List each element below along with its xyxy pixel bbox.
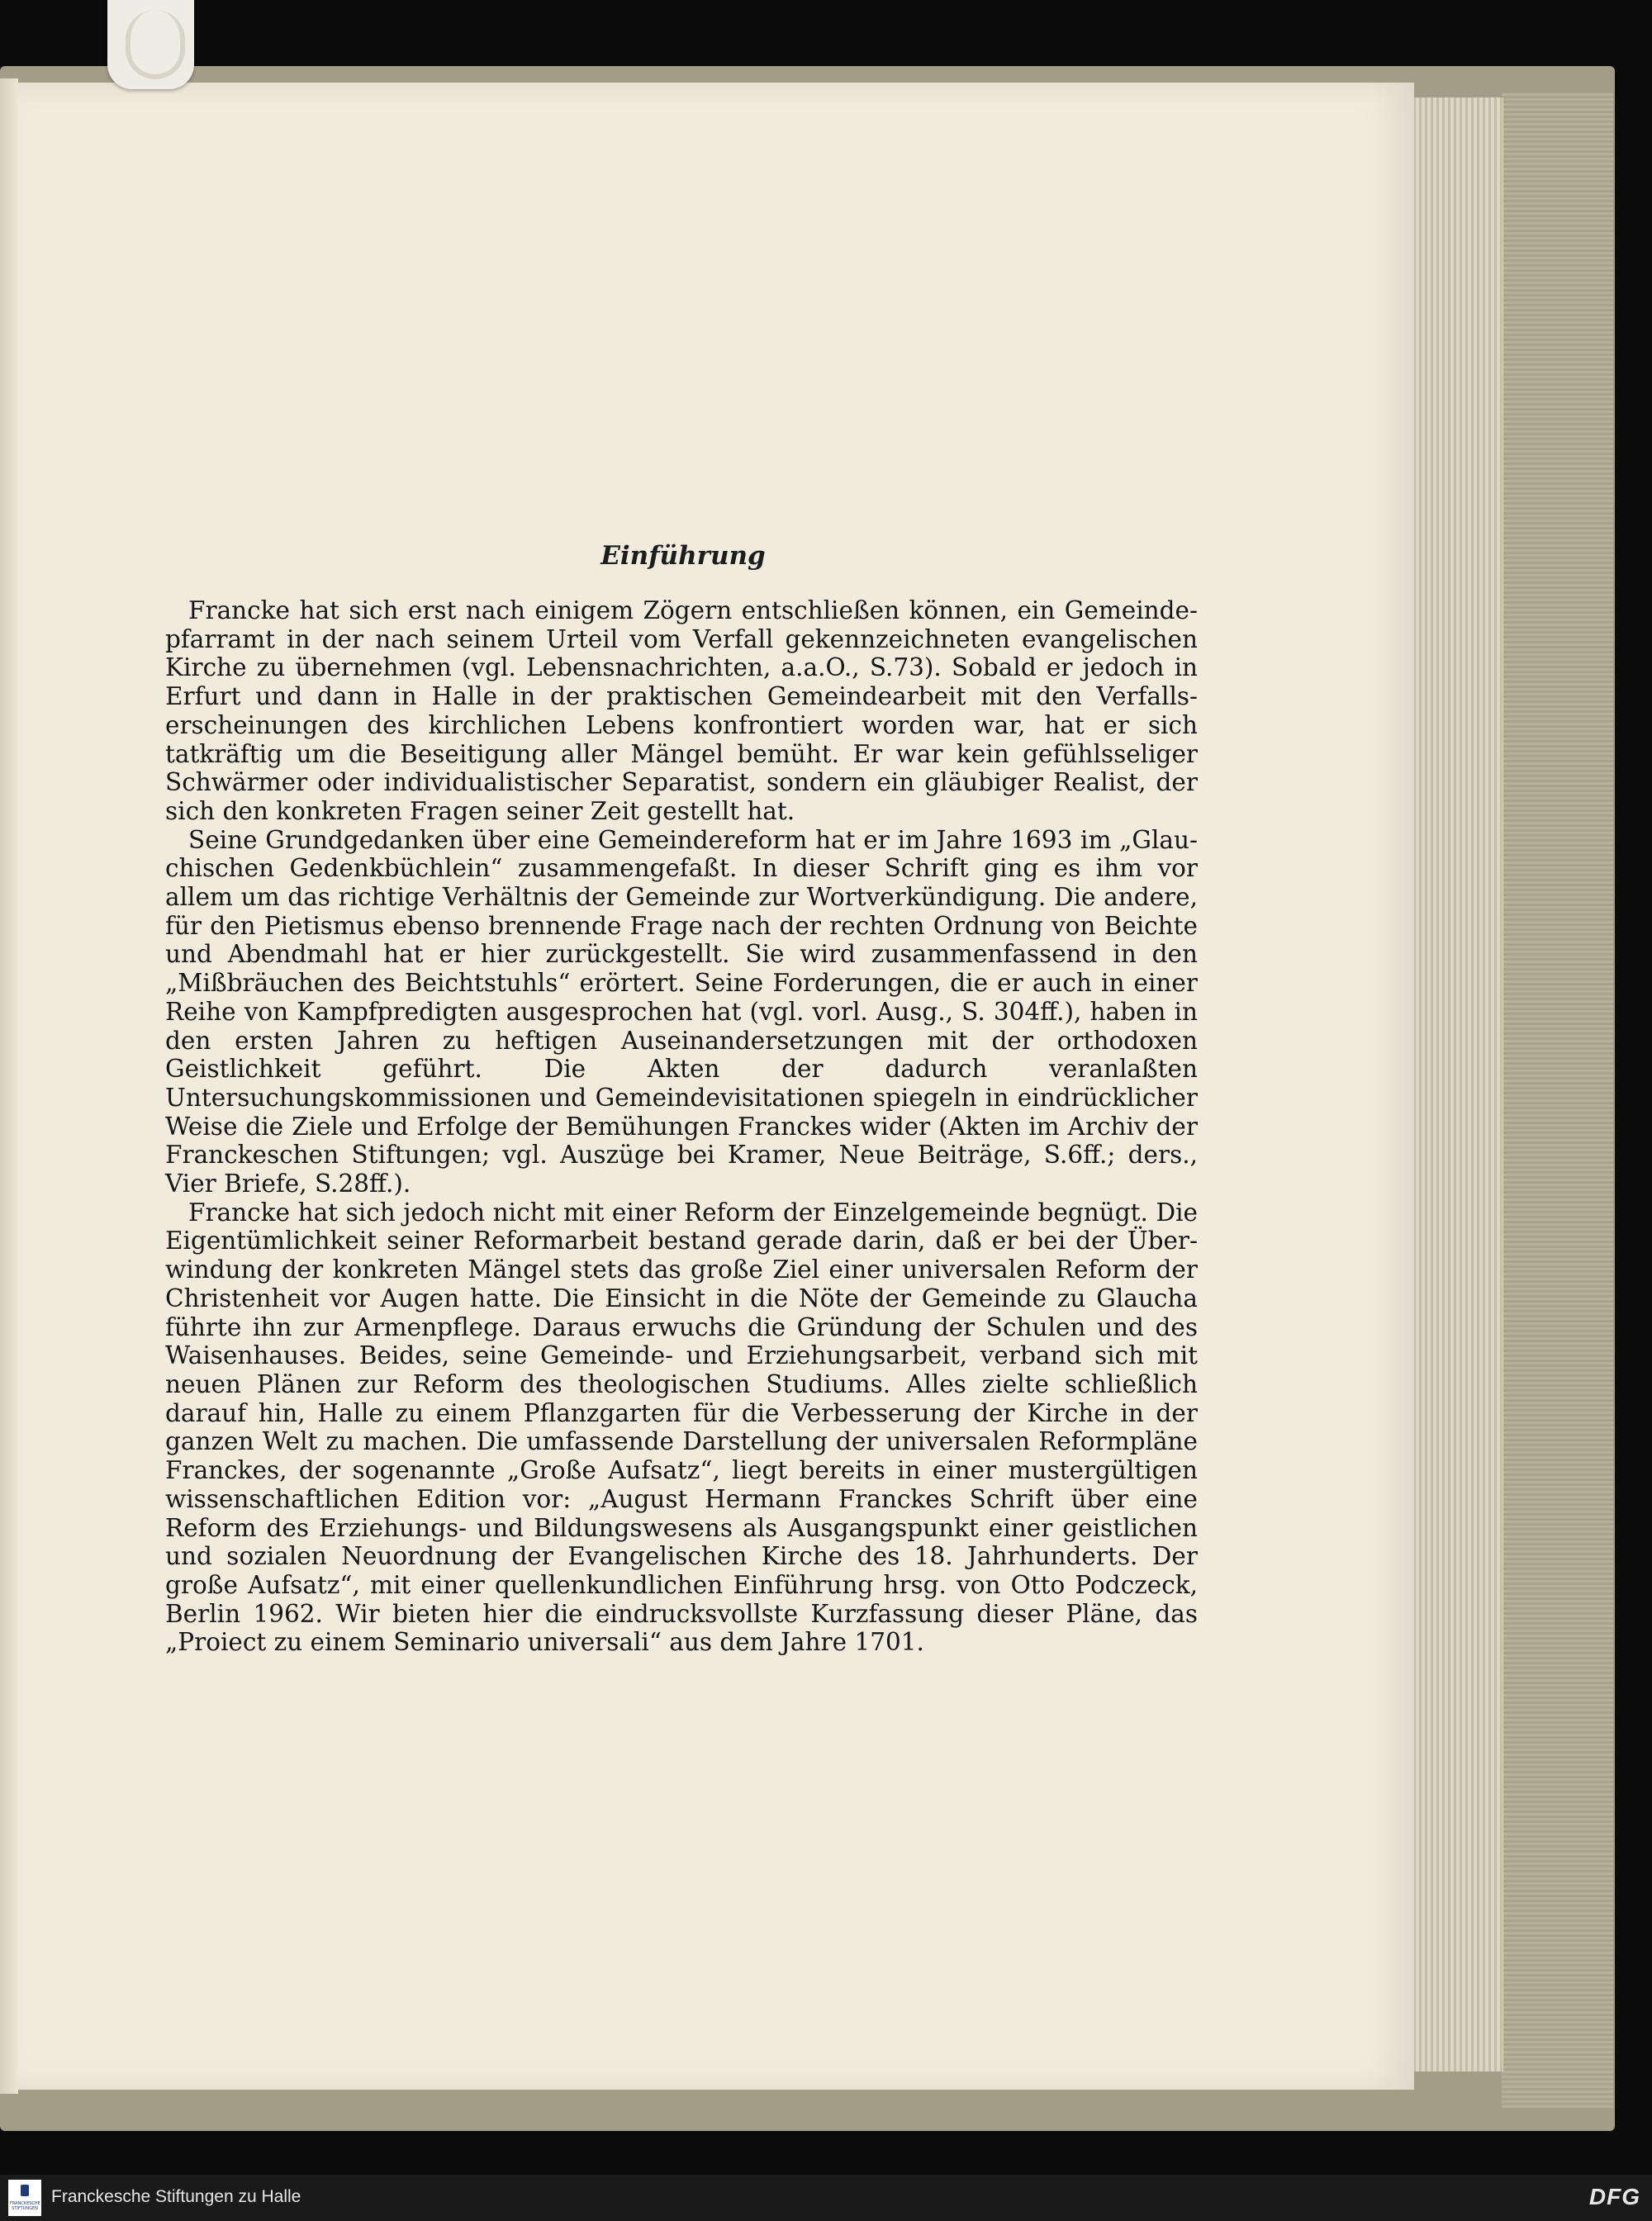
logo-text: FRANCKESCHE STIFTUNGEN bbox=[10, 2201, 40, 2211]
paragraph: Francke hat sich erst nach einigem Zögern entschließen können, ein Gemeindepfarramt in der nach seinem Urteil vom Verfall gekennzeichneten evangelischen Kirche zu übernehmen (vgl. Lebensnachrichten, a.a.O., S.73). Sobald er jedoch in Erfurt und dann in Halle in der praktischen Gemeindearbeit mit den Verfallserscheinungen des kirchlichen Lebens konfrontiert worden war, hat er sich tatkräftig um die Beseitigung aller Mängel bemüht. Er war kein gefühlsseliger Schwärmer oder individualistischer Separatist, sondern ein gläubiger Realist, der sich den konkreten Fragen seiner Zeit gestellt hat. bbox=[165, 596, 1198, 825]
page-title: Einführung bbox=[601, 541, 766, 571]
cloth-binding bbox=[1502, 93, 1613, 2108]
paragraph: Francke hat sich jedoch nicht mit einer Reform der Einzelgemeinde begnügt. Die Eigentümlichkeit seiner Reformarbeit bestand gerade darin, daß er bei der Überwindung der konkreten Mängel stets das große Ziel einer universalen Reform der Christenheit vor Augen hatte. Die Einsicht in die Nöte der Gemeinde zu Glaucha führte ihn zur Armenpflege. Daraus erwuchs die Gründung der Schulen und des Waisenhauses. Beides, seine Gemeinde- und Erziehungsarbeit, verband sich mit neuen Plänen zur Reform des theologischen Studiums. Alles zielte schließlich darauf hin, Halle zu einem Pflanzgarten für die Verbesserung der Kirche in der ganzen Welt zu machen. Die umfassende Darstellung der universalen Reformpläne Franckes, der sogenannte „Große Aufsatz“, liegt bereits in einer mustergültigen wissenschaftlichen Edition vor: „August Hermann Franckes Schrift über eine Reform des Erziehungs- und Bildungswesens als Ausgangspunkt einer geistlichen und sozialen Neuordnung der Evangelischen Kirche des 18. Jahrhunderts. Der große Aufsatz“, mit einer quellenkundlichen Einführung hrsg. von Otto Podczeck, Berlin 1962. Wir bieten hier die eindrucksvollste Kurzfassung dieser Pläne, das „Proiect zu einem Seminario universali“ aus dem Jahre 1701. bbox=[165, 1198, 1198, 1657]
paragraph: Seine Grundgedanken über eine Gemeindereform hat er im Jahre 1693 im „Glauchischen Gedenkbüchlein“ zusammengefaßt. In dieser Schrift ging es ihm vor allem um das richtige Verhältnis der Gemeinde zur Wortverkündigung. Die andere, für den Pietismus ebenso brennende Frage nach der rechten Ordnung von Beichte und Abendmahl hat er hier zurückgestellt. Sie wird zusammenfassend in den „Mißbräuchen des Beichtstuhls“ erörtert. Seine Forderungen, die er auch in einer Reihe von Kampfpredigten ausgesprochen hat (vgl. vorl. Ausg., S. 304ff.), haben in den ersten Jahren zu heftigen Auseinandersetzungen mit der orthodoxen Geistlichkeit geführt. Die Akten der dadurch veranlaßten Untersuchungskommissionen und Gemeindevisitationen spiegeln in eindrücklicher Weise die Ziele und Erfolge der Bemühungen Franckes wider (Akten im Archiv der Franckeschen Stiftungen; vgl. Auszüge bei Kramer, Neue Beiträge, S.6ff.; ders., Vier Briefe, S.28ff.). bbox=[165, 825, 1198, 1198]
ribbon-bookmark bbox=[107, 0, 194, 89]
left-page-edge bbox=[0, 78, 18, 2094]
book-page bbox=[18, 83, 1414, 2090]
dfg-logo[interactable]: DFG bbox=[1588, 2184, 1640, 2209]
page-block-edge bbox=[1404, 97, 1503, 2072]
logo-mark-icon bbox=[21, 2185, 29, 2196]
institution-name[interactable]: Franckesche Stiftungen zu Halle bbox=[51, 2187, 301, 2206]
viewer-footer bbox=[0, 2175, 1652, 2221]
institution-logo[interactable] bbox=[8, 2180, 41, 2216]
body-text bbox=[165, 596, 1198, 1657]
